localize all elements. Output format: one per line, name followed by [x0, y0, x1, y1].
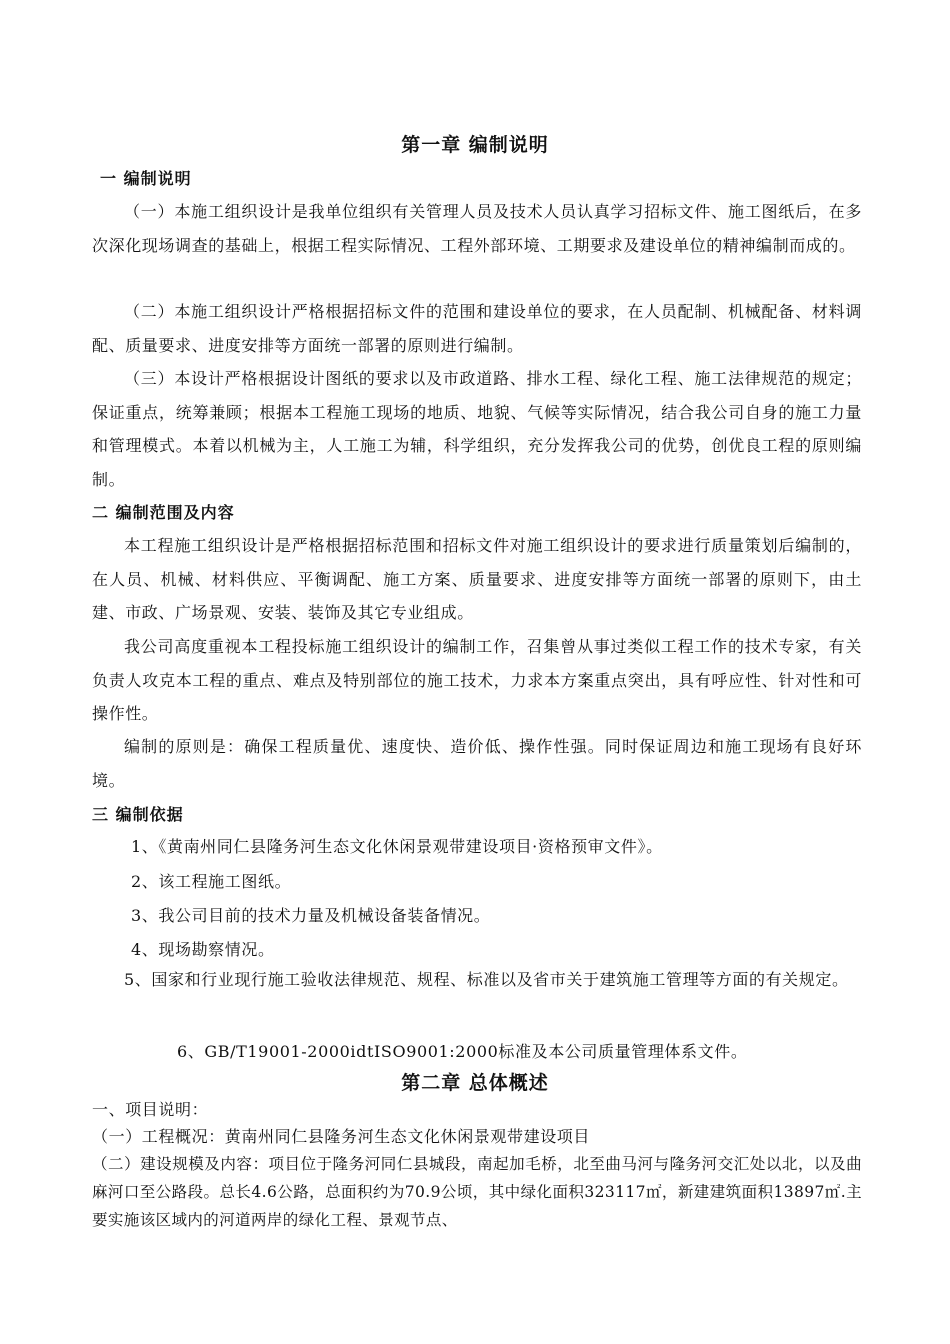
section-2-paragraph-2: 我公司高度重视本工程投标施工组织设计的编制工作，召集曾从事过类似工程工作的技术专家，有关负责人攻克本工程的重点、难点及特别部位的施工技术，力求本方案重点突出，具有呼应性、针对性和可操作性。	[92, 637, 862, 723]
construction-scale: （二）建设规模及内容：项目位于隆务河同仁县城段，南起加毛桥，北至曲马河与隆务河交汇处以北，以及曲麻河口至公路段。总长4.6公路，总面积约为70.9公顷，其中绿化面积323117㎡，新建建筑面积13897㎡.主要实施该区域内的河道两岸的绿化工程、景观节点、	[92, 1155, 862, 1229]
basis-item-5: 5、国家和行业现行施工验收法律规范、规程、标准以及省市关于建筑施工管理等方面的有关规定。	[124, 970, 849, 989]
basis-item-6: 6、GB/T19001-2000idtISO9001:2000标准及本公司质量管理体系文件。	[177, 1042, 748, 1061]
section-2-heading: 二 编制范围及内容	[92, 503, 235, 522]
section-1-heading: 一 编制说明	[100, 169, 192, 188]
project-overview: （一）工程概况：黄南州同仁县隆务河生态文化休闲景观带建设项目	[92, 1127, 591, 1146]
basis-item-2: 2、该工程施工图纸。	[131, 872, 292, 891]
project-description-heading: 一、项目说明：	[92, 1100, 209, 1119]
section-2-paragraph-3: 编制的原则是：确保工程质量优、速度快、造价低、操作性强。同时保证周边和施工现场有良好环境。	[92, 737, 862, 790]
section-1-paragraph-3: （三）本设计严格根据设计图纸的要求以及市政道路、排水工程、绿化工程、施工法律规范的规定；保证重点，统筹兼顾；根据本工程施工现场的地质、地貌、气候等实际情况，结合我公司自身的施工力量和管理模式。本着以机械为主，人工施工为辅，科学组织，充分发挥我公司的优势，创优良工程的原则编制。	[92, 369, 862, 489]
section-2-paragraph-1: 本工程施工组织设计是严格根据招标范围和招标文件对施工组织设计的要求进行质量策划后编制的，在人员、机械、材料供应、平衡调配、施工方案、质量要求、进度安排等方面统一部署的原则下，由土建、市政、广场景观、安装、装饰及其它专业组成。	[92, 536, 862, 622]
basis-item-1: 1、《黄南州同仁县隆务河生态文化休闲景观带建设项目·资格预审文件》。	[131, 837, 663, 856]
chapter-2-title: 第二章 总体概述	[401, 1072, 549, 1094]
chapter-1-title: 第一章 编制说明	[401, 134, 549, 156]
section-1-paragraph-1: （一）本施工组织设计是我单位组织有关管理人员及技术人员认真学习招标文件、施工图纸后，在多次深化现场调查的基础上，根据工程实际情况、工程外部环境、工期要求及建设单位的精神编制而成的。	[92, 202, 862, 255]
basis-item-4: 4、现场勘察情况。	[131, 940, 275, 959]
section-3-heading: 三 编制依据	[92, 805, 184, 824]
section-1-paragraph-2: （二）本施工组织设计严格根据招标文件的范围和建设单位的要求，在人员配制、机械配备、材料调配、质量要求、进度安排等方面统一部署的原则进行编制。	[92, 302, 862, 355]
basis-item-3: 3、我公司目前的技术力量及机械设备装备情况。	[131, 906, 491, 925]
